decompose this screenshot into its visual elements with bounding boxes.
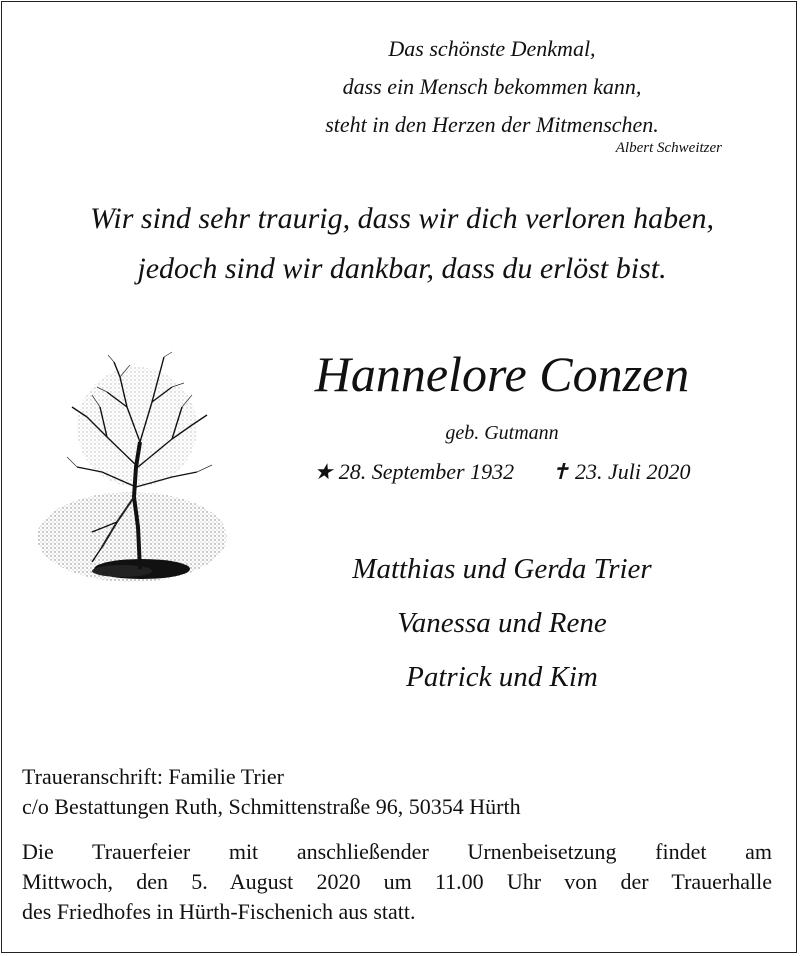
quote: [242, 30, 742, 144]
notice-line: Die Trauerfeier mit anschließender Urnenbeisetzung findet am: [22, 839, 772, 864]
motto: [22, 194, 782, 294]
death-date: 23. Juli 2020: [575, 459, 691, 484]
mourners: [252, 542, 752, 704]
quote-author: Albert Schweitzer: [615, 140, 722, 156]
quote-line: steht in den Herzen der Mitmenschen.: [325, 112, 659, 137]
life-dates: [252, 459, 752, 485]
mourner-line: Matthias und Gerda Trier: [352, 553, 652, 585]
tree-icon: [22, 347, 262, 607]
mourning-address: [22, 762, 782, 822]
deceased-name: Hannelore Conzen: [314, 346, 690, 402]
birth-date: 28. September 1932: [338, 459, 515, 484]
mourner-line: Vanessa und Rene: [397, 607, 607, 639]
notice-line: Mittwoch, den 5. August 2020 um 11.00 Uhr von der Trauerhalle: [22, 869, 772, 894]
star-icon: ★: [313, 459, 334, 484]
quote-line: Das schönste Denkmal,: [388, 36, 596, 61]
notice-line: des Friedhofes in Hürth-Fischenich aus statt.: [22, 899, 416, 924]
motto-line: Wir sind sehr traurig, dass wir dich verloren haben,: [90, 202, 714, 235]
funeral-notice: [22, 837, 772, 927]
cross-icon: ✝: [551, 459, 570, 484]
address-line: c/o Bestattungen Ruth, Schmittenstraße 96, 50354 Hürth: [22, 794, 521, 819]
motto-line: jedoch sind wir dankbar, dass du erlöst bist.: [137, 252, 667, 285]
obituary-frame: [1, 1, 797, 953]
birth-name: geb. Gutmann: [445, 422, 559, 444]
quote-line: dass ein Mensch bekommen kann,: [342, 74, 642, 99]
address-line: Traueranschrift: Familie Trier: [22, 764, 284, 789]
mourner-line: Patrick und Kim: [406, 661, 598, 693]
